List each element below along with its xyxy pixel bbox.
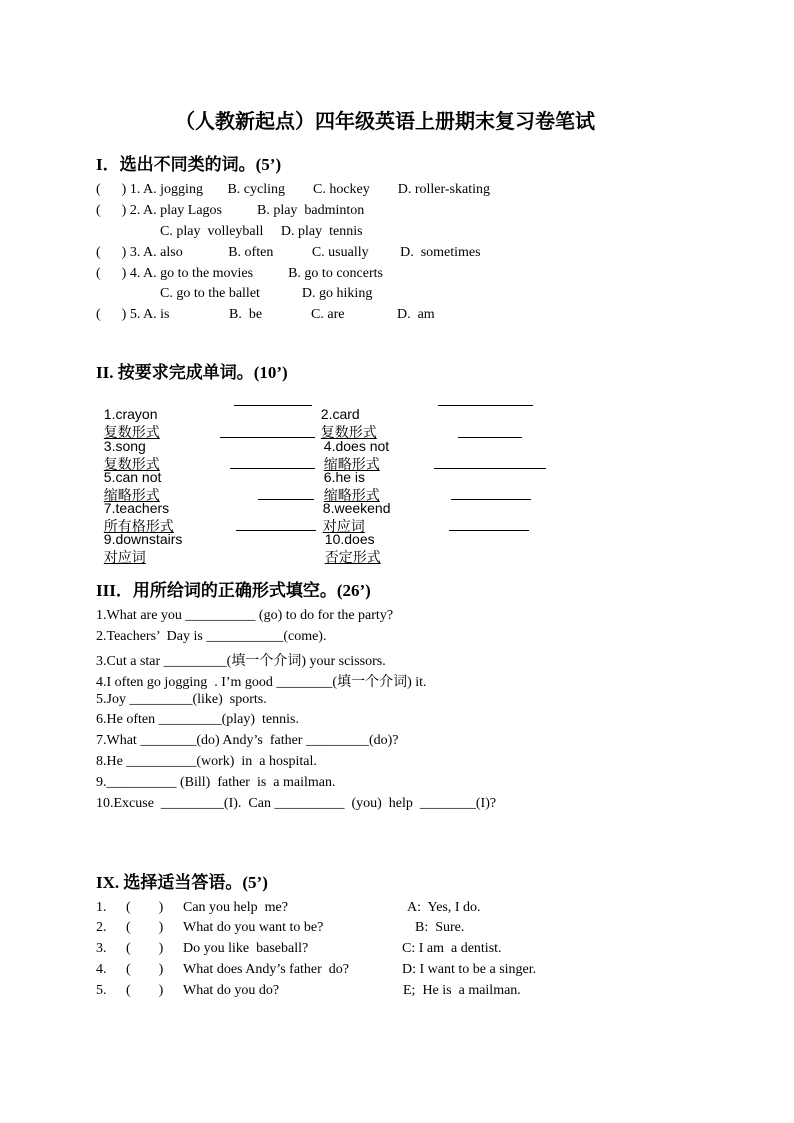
section1-line: ( ) 2. A. play Lagos B. play badminton (96, 203, 365, 218)
fill-in-line: 10.Excuse _________(I). Can __________ (you) help ________(I)? (96, 796, 497, 811)
requirement: 缩略形式 (323, 487, 380, 503)
word: 2.card (320, 406, 360, 422)
question: What do you do? (183, 983, 280, 998)
answer-paren[interactable]: ( ) (126, 920, 164, 935)
requirement: 对应词 (322, 518, 365, 534)
section1-line: ( ) 1. A. jogging B. cycling C. hockey D. roller-skating (96, 182, 491, 197)
answer-paren[interactable]: ( ) (126, 962, 164, 977)
requirement: 缩略形式 (323, 456, 380, 472)
word: 9.downstairs (103, 531, 183, 547)
fill-in-line: 1.What are you __________ (go) to do for the party? (96, 608, 394, 623)
requirement: 所有格形式 (103, 518, 174, 534)
word: 8.weekend (322, 500, 391, 516)
fill-in-line: 3.Cut a star _________(填一个介词) your scissors. (96, 654, 386, 669)
word: 1.crayon (103, 406, 158, 422)
answer-blank[interactable] (230, 468, 315, 469)
question: What do you want to be? (183, 920, 324, 935)
answer-option: B: Sure. (415, 920, 465, 935)
section1-line: C. go to the ballet D. go hiking (160, 286, 373, 301)
word: 5.can not (103, 469, 162, 485)
word: 10.does (324, 531, 375, 547)
question: What does Andy’s father do? (183, 962, 350, 977)
section1-heading: I．选出不同类的词。(5’) (96, 155, 282, 174)
answer-option: E; He is a mailman. (403, 983, 521, 998)
requirement: 复数形式 (320, 424, 377, 440)
answer-option: A: Yes, I do. (407, 900, 481, 915)
question: Do you like baseball? (183, 941, 309, 956)
section3-heading: III．用所给词的正确形式填空。(26’) (96, 581, 371, 600)
fill-in-line: 7.What ________(do) Andy’s father _________(do)? (96, 733, 399, 748)
fill-in-line: 9.__________ (Bill) father is a mailman. (96, 775, 336, 790)
answer-blank[interactable] (434, 468, 546, 469)
answer-paren[interactable]: ( ) (126, 941, 164, 956)
question: Can you help me? (183, 900, 288, 915)
answer-blank[interactable] (236, 530, 316, 531)
fill-in-line: 5.Joy _________(like) sports. (96, 692, 267, 707)
requirement: 否定形式 (324, 549, 381, 565)
word: 4.does not (323, 438, 390, 454)
match-number: 5. (96, 983, 107, 998)
answer-option: D: I want to be a singer. (402, 962, 537, 977)
answer-paren[interactable]: ( ) (126, 900, 164, 915)
answer-blank[interactable] (220, 437, 315, 438)
word-item (317, 515, 381, 567)
section4-heading: IX. 选择适当答语。(5’) (96, 873, 268, 892)
match-number: 3. (96, 941, 107, 956)
word: 6.he is (323, 469, 366, 485)
answer-blank[interactable] (449, 530, 529, 531)
requirement: 复数形式 (103, 456, 160, 472)
word-item (96, 515, 182, 567)
fill-in-line: 4.I often go jogging . I’m good ________(填一个介词) it. (96, 675, 427, 690)
answer-blank[interactable] (438, 405, 533, 406)
page-title: （人教新起点）四年级英语上册期末复习卷笔试 (175, 111, 595, 133)
answer-option: C: I am a dentist. (402, 941, 502, 956)
fill-in-line: 6.He often _________(play) tennis. (96, 712, 299, 727)
section1-line: C. play volleyball D. play tennis (160, 224, 363, 239)
match-number: 4. (96, 962, 107, 977)
section1-line: ( ) 3. A. also B. often C. usually D. sometimes (96, 245, 481, 260)
match-number: 2. (96, 920, 107, 935)
section2-heading: II. 按要求完成单词。(10’) (96, 363, 288, 382)
requirement: 复数形式 (103, 424, 160, 440)
word: 3.song (103, 438, 146, 454)
fill-in-line: 8.He __________(work) in a hospital. (96, 754, 317, 769)
section1-line: ( ) 4. A. go to the movies B. go to concerts (96, 266, 383, 281)
answer-paren[interactable]: ( ) (126, 983, 164, 998)
answer-blank[interactable] (234, 405, 312, 406)
match-number: 1. (96, 900, 107, 915)
requirement: 缩略形式 (103, 487, 160, 503)
answer-blank[interactable] (458, 437, 522, 438)
answer-blank[interactable] (258, 499, 314, 500)
section1-line: ( ) 5. A. is B. be C. are D. am (96, 307, 435, 322)
answer-blank[interactable] (451, 499, 531, 500)
fill-in-line: 2.Teachers’ Day is ___________(come). (96, 629, 327, 644)
requirement: 对应词 (103, 549, 146, 565)
word: 7.teachers (103, 500, 170, 516)
